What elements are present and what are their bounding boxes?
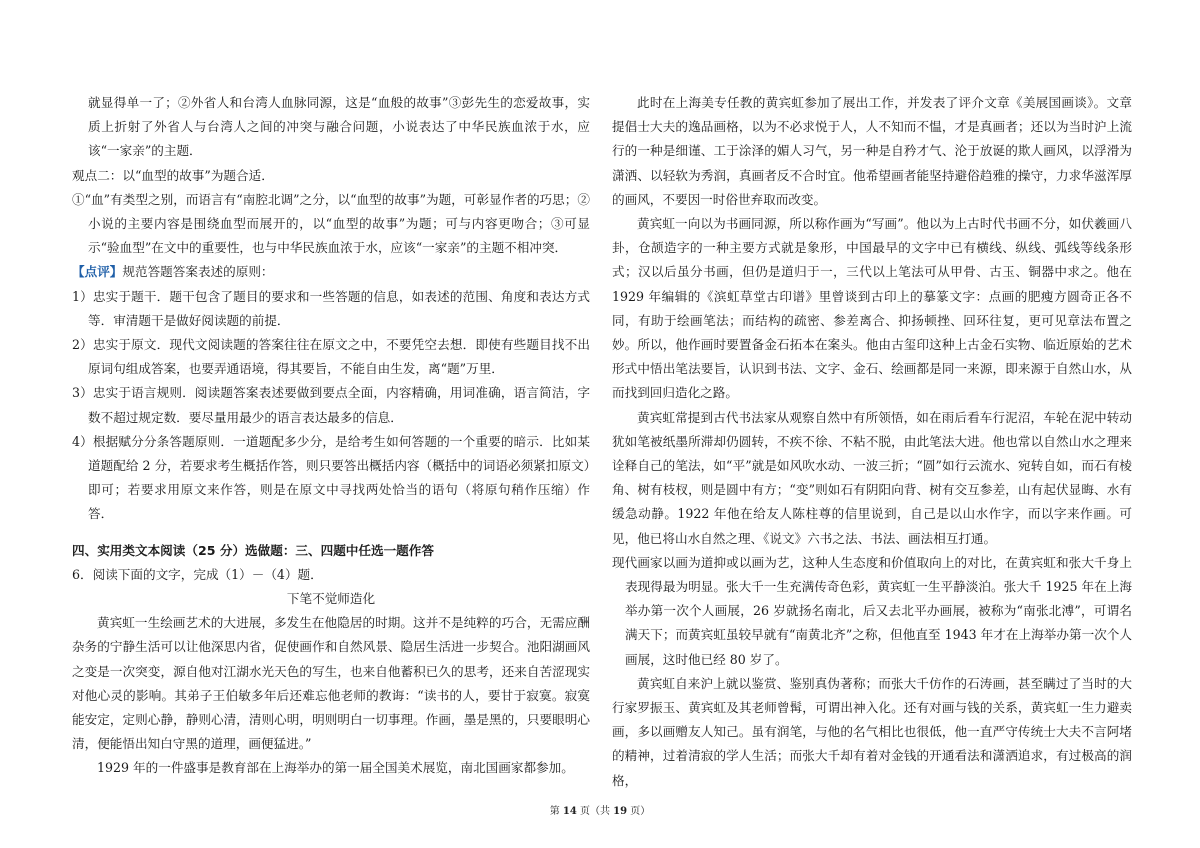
footer-prefix: 第 — [549, 806, 563, 817]
comment-paragraph — [72, 260, 590, 284]
rule-2: 2）忠实于原文．现代文阅读题的答案往往在原文之中，不要凭空去想．即使有些题目找不出原词句组成答案，也要弄通语境，得其要旨，不能自由生发，离“题”万里． — [72, 337, 590, 377]
footer-suffix: 页） — [627, 806, 651, 817]
article-paragraph-6: 现代画家以画为道抑或以画为艺，这种人生态度和价值取向上的对比，在黄宾虹和张大千身上表现得最为明显。张大千一生充满传奇色彩，黄宾虹一生平静淡泊。张大千 1925 年在上海举办第一次个人画展，26 岁就扬名南北，后又去北平办画展，被称为“南张北溥”，可谓名满天下；而黄宾虹虽较早就有“南黄北齐”之称，但他直至 1943 年才在上海举办第一次个人画展，这时他已经 80 岁了。 — [612, 554, 1132, 667]
article-paragraph-3: 此时在上海美专任教的黄宾虹参加了展出工作，并发表了评介文章《美展国画谈》。文章提倡士大夫的逸品画格，以为不必求悦于人，人不知而不愠，才是真画者；还以为当时沪上流行的一种是细谨、工于涂泽的媚人习气，另一种是自矜才气、沦于放诞的欺人画风，以浮滑为潇洒、以轻软为秀润，真画者反不合时宜。他希望画者能坚持避俗趋雅的操守，力求华滋浑厚的画风，不要因一时俗世弃取而改变。 — [612, 95, 1132, 207]
answer-paragraph-1: 就显得单一了；②外省人和台湾人血脉同源，这是“血般的故事”③彭先生的恋爱故事，实质上折射了外省人与台湾人之间的冲突与融合问题，小说表达了中华民族血浓于水，应该“一家亲”的主题． — [88, 95, 590, 159]
left-column — [72, 91, 590, 781]
article-paragraph-4: 黄宾虹一向以为书画同源，所以称作画为“写画”。他以为上古时代书画不分，如伏羲画八卦，仓颉造字的一种主要方式就是象形，中国最早的文字中已有横线、纵线、弧线等线条形式；汉以后虽分书画，但仍是道归于一，三代以上笔法可从甲骨、古玉、铜器中求之。他在 1929 年编辑的《滨虹草堂古印谱》里曾谈到古印上的摹篆文字：点画的肥瘦方圆奇正各不同，有助于绘画笔法；而结构的疏密、参差离合、抑扬顿挫、回环往复，更可见章法布置之妙。所以，他作画时要置备金石拓本在案头。他由古玺印这种上古金石实物、临近原始的艺术形式中悟出笔法要旨，认识到书法、文字、金石、绘画都是同一来源，即来源于自然山水，从而找到回归造化之路。 — [612, 216, 1132, 401]
page-footer — [0, 802, 1200, 817]
comment-text: 规范答题答案表述的原则： — [122, 264, 274, 280]
comment-tag: 【点评】 — [72, 264, 123, 280]
article-paragraph-2: 1929 年的一件盛事是教育部在上海举办的第一届全国美术展览，南北国画家都参加。 — [97, 760, 574, 776]
rule-1: 1）忠实于题干．题干包含了题目的要求和一些答题的信息，如表述的范围、角度和表达方式等．审清题干是做好阅读题的前提． — [72, 288, 590, 328]
section-heading: 四、实用类文本阅读（25 分）选做题：三、四题中任选一题作答 — [72, 542, 434, 558]
article-title: 下笔不觉师造化 — [286, 591, 376, 607]
page-number: 14 — [562, 806, 577, 817]
article-paragraph-7: 黄宾虹自来沪上就以鉴赏、鉴别真伪著称；而张大千仿作的石涛画，甚至瞒过了当时的大行家罗振玉、黄宾虹及其老师曾髯，可谓出神入化。还有对画与钱的关系，黄宾虹一生力避卖画，多以画赠友人知己。虽有润笔，与他的名气相比也很低，他一直严守传统士大夫不言阿堵的精神，过着清寂的学人生活；而张大千却有着对金钱的开通看法和潇洒追求，有过极高的润格， — [612, 675, 1132, 788]
viewpoint-two-reasons: ①“血”有类型之别，而语言有“南腔北调”之分，以“血型的故事”为题，可彰显作者的巧思；②小说的主要内容是围绕血型而展开的，以“血型的故事”为题；可与内容更吻合；③可显示“验血型”在文中的重要性，也与中华民族血浓于水，应该“一家亲”的主题不相冲突． — [72, 191, 590, 256]
page-total: 19 — [613, 806, 628, 817]
right-column — [612, 91, 1132, 793]
viewpoint-two: 观点二：以“血型的故事”为题合适． — [72, 167, 274, 183]
article-paragraph-5: 黄宾虹常提到古代书法家从观察自然中有所领悟，如在雨后看车行泥沼，车轮在泥中转动犹如笔被纸墨所滞却仍圆转，不疾不徐、不粘不脱，由此笔法大进。他也常以自然山水之理来诠释自己的笔法，如“平”就是如风吹水动、一波三折；“圆”如行云流水、宛转自如，而石有棱角、树有枝杈，则是圆中有方；“变”则如石有阴阳向背、树有交互参差，山有起伏显晦、水有缓急动静。1922 年他在给友人陈柱尊的信里说到，自己是以山水作字，而以字来作画。可见，他已将山水自然之理、《说文》六书之法、书法、画法相互打通。 — [612, 409, 1132, 546]
footer-middle: 页（共 — [576, 806, 614, 817]
article-paragraph-1: 黄宾虹一生绘画艺术的大进展，多发生在他隐居的时期。这并不是纯粹的巧合，无需应酬杂务的宁静生活可以让他深思内省，促使画作和自然风景、隐居生活进一步契合。池阳湖画风之变是一次突变，源自他对江湖水光天色的写生，也来自他蓄积已久的思考，还来自苦涩现实对他心灵的影响。其弟子王伯敏多年后还难忘他老师的教诲：“读书的人，要甘于寂寞。寂寞能安定，定则心静，静则心清，清则心明，明则明白一切事理。作画，墨是黑的，只要眼明心清，便能悟出知白守黑的道理，画便猛进。” — [72, 615, 590, 752]
question-6: 6．阅读下面的文字，完成（1）－（4）题． — [72, 566, 323, 582]
rule-4: 4）根据赋分分条答题原则．一道题配多少分，是给考生如何答题的一个重要的暗示．比如某道题配给 2 分，若要求考生概括作答，则只要答出概括内容（概括中的词语必须紧扣原文）即可；若要求用原文来作答，则是在原文中寻找两处恰当的语句（将原句稍作压缩）作答． — [72, 433, 590, 522]
rule-3: 3）忠实于语言规则．阅读题答案表述要做到要点全面，内容精确，用词准确，语言简洁，字数不超过规定数．要尽量用最少的语言表达最多的信息． — [72, 385, 590, 425]
